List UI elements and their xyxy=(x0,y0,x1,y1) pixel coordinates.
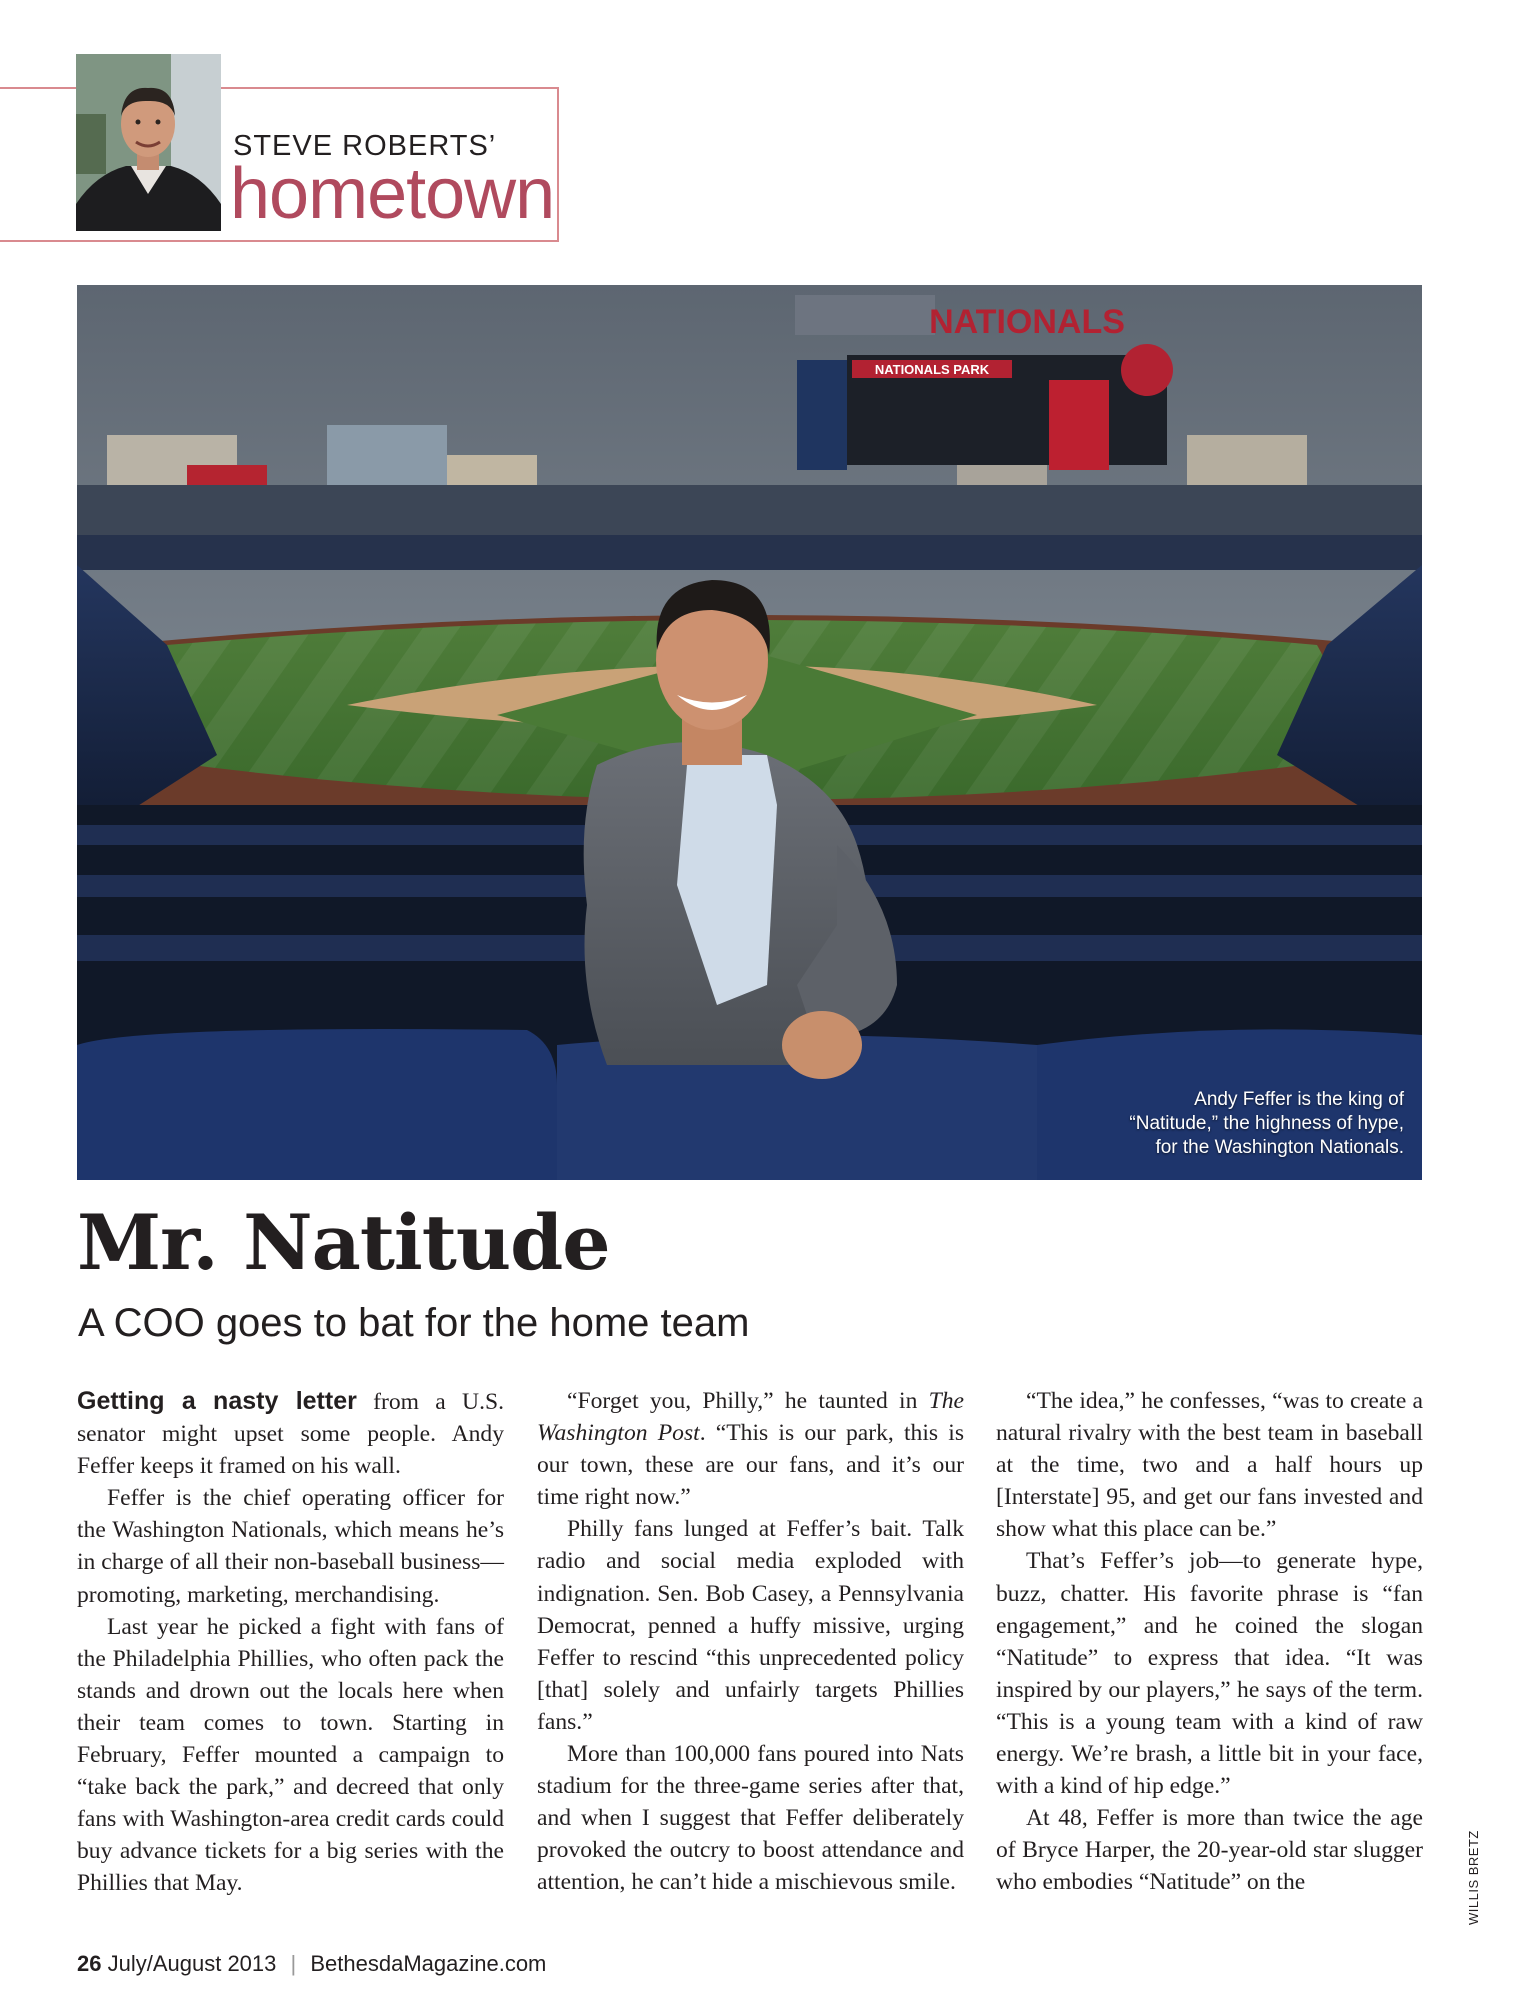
body-column-3 xyxy=(996,1385,1423,1899)
scoreboard-park-text: NATIONALS PARK xyxy=(874,362,990,377)
lead-in: Getting a nasty letter xyxy=(77,1387,357,1415)
stadium-photo-illustration xyxy=(77,285,1422,1180)
paragraph: More than 100,000 fans poured into Nats stadium for the three-game series after that, and when I suggest that Feffer deliberately provoked the outcry to boost attendance and attention, he can’t hide a mischievous smile. xyxy=(537,1741,964,1896)
page-folio xyxy=(77,1951,546,1977)
paragraph: At 48, Feffer is more than twice the age of Bryce Harper, the 20-year-old star slugger who embodies “Natitude” on the xyxy=(996,1805,1423,1896)
column-title: hometown xyxy=(230,154,555,234)
scoreboard-brand-text: NATIONALS xyxy=(929,303,1125,341)
header-rule-right xyxy=(557,87,559,242)
paragraph: “The idea,” he confesses, “was to create a natural rivalry with the best team in baseball at the time, two and a half hours up [Interstate] 95, and get our fans invested and show what this place can be.” xyxy=(996,1388,1423,1543)
page-number: 26 xyxy=(77,1951,102,1976)
publication-title: The Washington Post xyxy=(537,1388,964,1447)
paragraph: “Forget you, Philly,” he taunted in The Washington Post. “This is our park, this is our town, these are our fans, and it’s our time right now.” xyxy=(537,1388,964,1511)
folio-separator: | xyxy=(290,1951,297,1976)
article-headline: Mr. Natitude xyxy=(77,1198,610,1287)
paragraph: That’s Feffer’s job—to generate hype, buzz, chatter. His favorite phrase is “fan engagement,” and he coined the slogan “Natitude” to express that idea. “It was inspired by our players,” he says of the term. “This is a young team with a kind of raw energy. We’re brash, a little bit in your face, with a kind of hip edge.” xyxy=(996,1548,1423,1800)
header-rule-bottom xyxy=(0,240,559,242)
photo-credit: WILLIS BRETZ xyxy=(1466,1830,1481,1925)
issue-date: July/August 2013 xyxy=(107,1951,277,1976)
paragraph: Last year he picked a fight with fans of the Philadelphia Phillies, who often pack the stands and drown out the locals here when their team comes to town. Starting in February, Feffer mounted a campaign to “take back the park,” and decreed that only fans with Washington-area credit cards could buy advance tickets for a big series with the Phillies that May. xyxy=(77,1613,504,1897)
article-dek: A COO goes to bat for the home team xyxy=(78,1301,750,1345)
photo-caption: Andy Feffer is the king of “Natitude,” the highness of hype, for the Washington Nationals. xyxy=(1129,1089,1404,1158)
hero-photo xyxy=(77,285,1422,1180)
magazine-site: BethesdaMagazine.com xyxy=(310,1951,547,1976)
columnist-headshot xyxy=(76,54,221,231)
paragraph: Feffer is the chief operating officer for the Washington Nationals, which means he’s in charge of all their non-baseball business—promoting, marketing, merchandising. xyxy=(77,1485,504,1608)
body-column-1 xyxy=(77,1385,504,1900)
body-column-2 xyxy=(537,1385,964,1899)
column-byline: STEVE ROBERTS’ xyxy=(233,130,497,162)
paragraph: Philly fans lunged at Feffer’s bait. Talk radio and social media exploded with indignation. Sen. Bob Casey, a Pennsylvania Democrat, penned a huffy missive, urging Feffer to rescind “this unprecedented policy [that] solely and unfairly targets Phillies fans.” xyxy=(537,1516,964,1735)
paragraph: Getting a nasty letter from a U.S. senator might upset some people. Andy Feffer keeps it framed on his wall. xyxy=(77,1387,504,1480)
